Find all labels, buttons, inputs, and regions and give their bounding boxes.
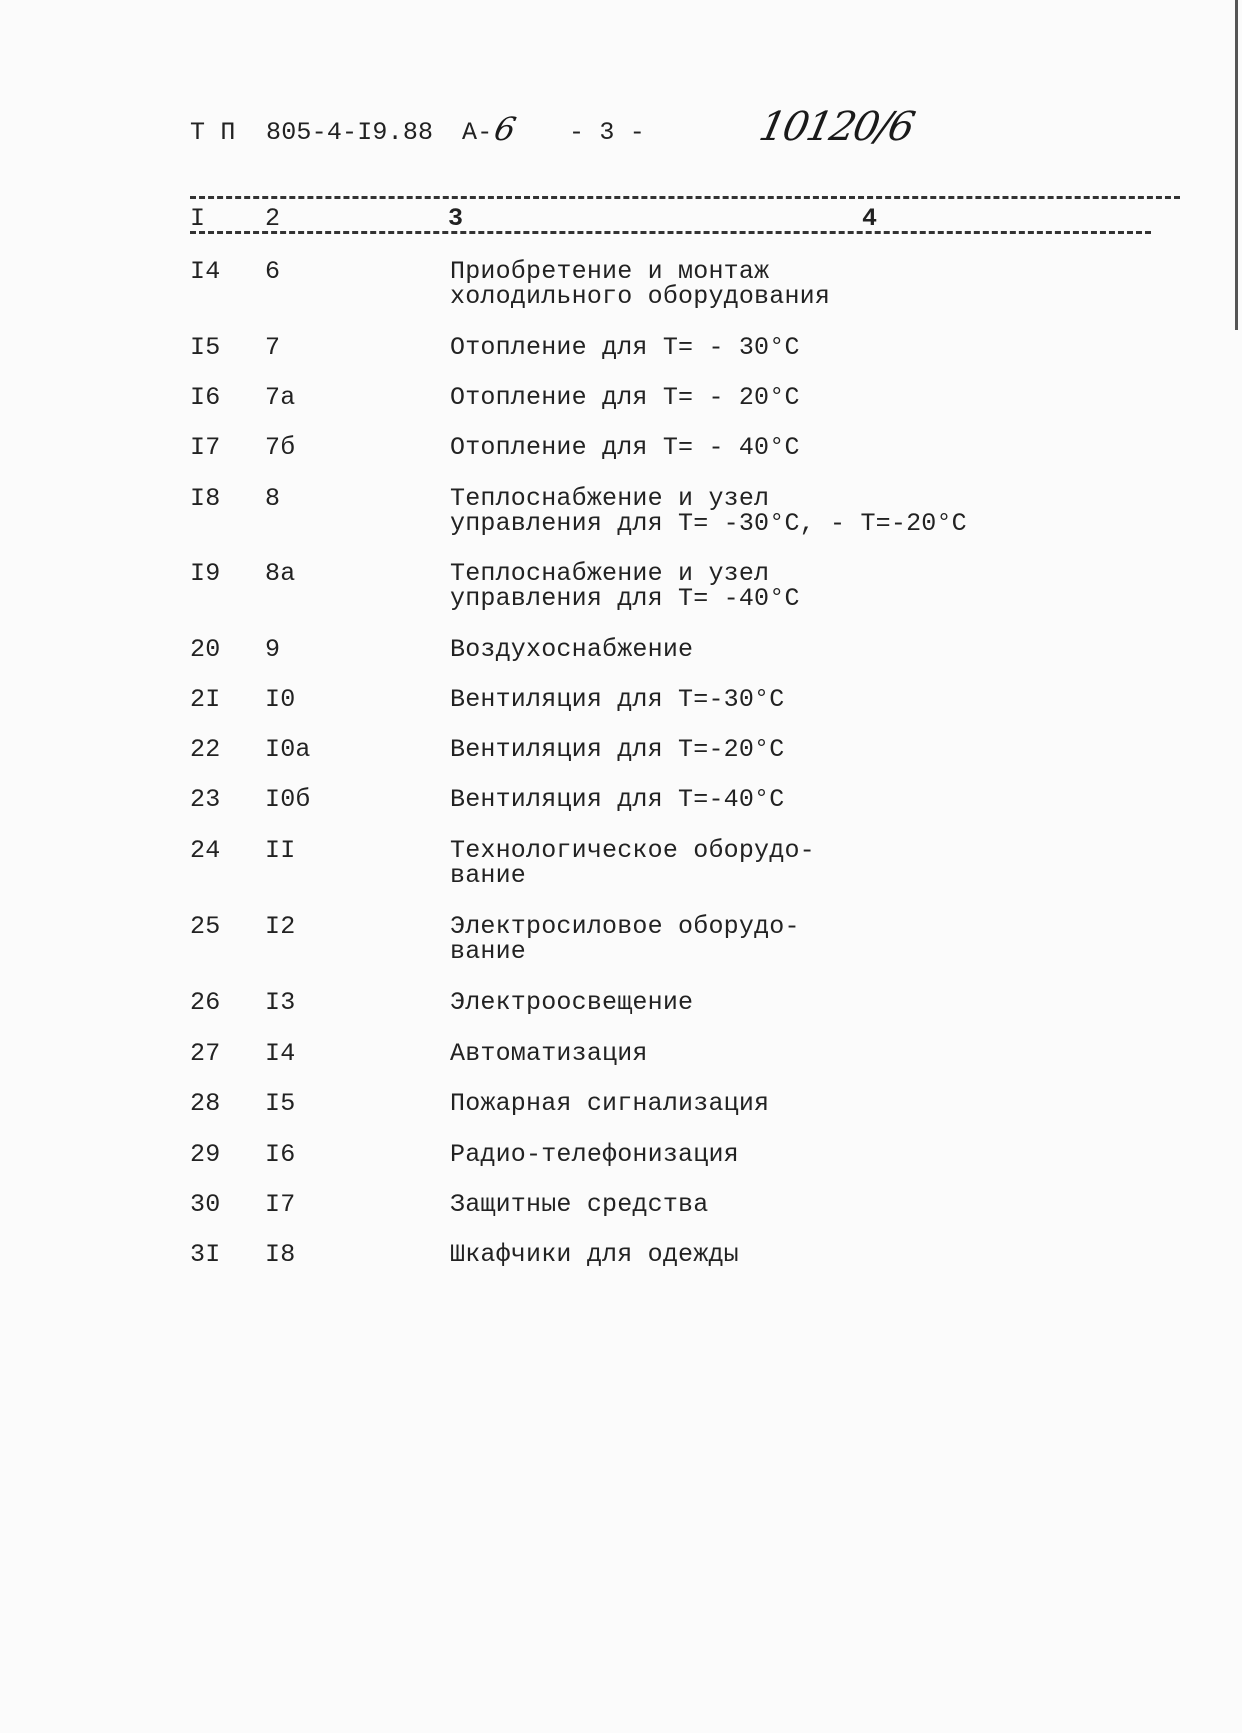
row-number: 26 — [190, 988, 221, 1017]
page-number: - 3 - — [569, 118, 646, 147]
sheet-number: I4 — [265, 1039, 296, 1068]
sheet-number: I6 — [265, 1140, 296, 1169]
row-number: 24 — [190, 836, 221, 865]
row-number: 23 — [190, 785, 221, 814]
sheet-number: 6 — [265, 257, 281, 286]
sheet-number: I0б — [265, 785, 311, 814]
row-description: Радио-телефонизация — [450, 1140, 739, 1169]
sheet-number: I0а — [265, 735, 311, 764]
album-number-handwritten: 6 — [490, 110, 518, 148]
header-dashed-rule — [190, 231, 1151, 234]
row-description: вание — [450, 861, 527, 890]
row-description: управления для Т= -30°С, - Т=-20°С — [450, 509, 967, 538]
row-number: I5 — [190, 333, 221, 362]
sheet-number: I2 — [265, 912, 296, 941]
row-number: I6 — [190, 383, 221, 412]
sheet-number: I8 — [265, 1240, 296, 1269]
handwritten-inventory-number: 10120/6 — [755, 104, 918, 150]
row-description: Вентиляция для Т=-20°С — [450, 735, 785, 764]
sheet-number: 8 — [265, 484, 281, 513]
sheet-number: I3 — [265, 988, 296, 1017]
row-description: Теплоснабжение и узел — [450, 484, 770, 513]
row-description: Электросиловое оборудо- — [450, 912, 800, 941]
row-description: Технологическое оборудо- — [450, 836, 815, 865]
column-header-3: 3 — [448, 204, 464, 233]
column-header-4: 4 — [862, 204, 878, 233]
document-code: Т П 805-4-I9.88 — [190, 118, 434, 147]
sheet-number: I7 — [265, 1190, 296, 1219]
row-number: 30 — [190, 1190, 221, 1219]
sheet-number: II — [265, 836, 296, 865]
row-number: I8 — [190, 484, 221, 513]
row-description: Электроосвещение — [450, 988, 694, 1017]
row-number: I4 — [190, 257, 221, 286]
row-description: управления для Т= -40°С — [450, 584, 800, 613]
row-description: Теплоснабжение и узел — [450, 559, 770, 588]
sheet-number: 7б — [265, 433, 296, 462]
sheet-number: 7 — [265, 333, 281, 362]
row-number: 27 — [190, 1039, 221, 1068]
row-number: 2I — [190, 685, 221, 714]
row-description: Защитные средства — [450, 1190, 709, 1219]
row-number: 22 — [190, 735, 221, 764]
row-description: Отопление для Т= - 30°С — [450, 333, 800, 362]
sheet-number: 7а — [265, 383, 296, 412]
row-number: 29 — [190, 1140, 221, 1169]
row-number: 3I — [190, 1240, 221, 1269]
row-description: Воздухоснабжение — [450, 635, 694, 664]
top-dashed-rule — [190, 196, 1180, 199]
row-number: 28 — [190, 1089, 221, 1118]
row-number: 20 — [190, 635, 221, 664]
row-description: вание — [450, 937, 527, 966]
album-label: А- — [462, 118, 493, 147]
row-number: 25 — [190, 912, 221, 941]
column-header-2: 2 — [265, 204, 281, 233]
row-description: Приобретение и монтаж — [450, 257, 770, 286]
sheet-number: 8а — [265, 559, 296, 588]
row-description: Автоматизация — [450, 1039, 648, 1068]
row-description: Вентиляция для Т=-40°С — [450, 785, 785, 814]
sheet-number: 9 — [265, 635, 281, 664]
row-description: Пожарная сигнализация — [450, 1089, 770, 1118]
row-description: холодильного оборудования — [450, 282, 831, 311]
row-number: I9 — [190, 559, 221, 588]
row-description: Вентиляция для Т=-30°С — [450, 685, 785, 714]
scan-edge — [1235, 0, 1238, 330]
row-description: Шкафчики для одежды — [450, 1240, 739, 1269]
row-description: Отопление для Т= - 40°С — [450, 433, 800, 462]
sheet-number: I0 — [265, 685, 296, 714]
sheet-number: I5 — [265, 1089, 296, 1118]
column-header-1: I — [190, 204, 206, 233]
row-description: Отопление для Т= - 20°С — [450, 383, 800, 412]
row-number: I7 — [190, 433, 221, 462]
